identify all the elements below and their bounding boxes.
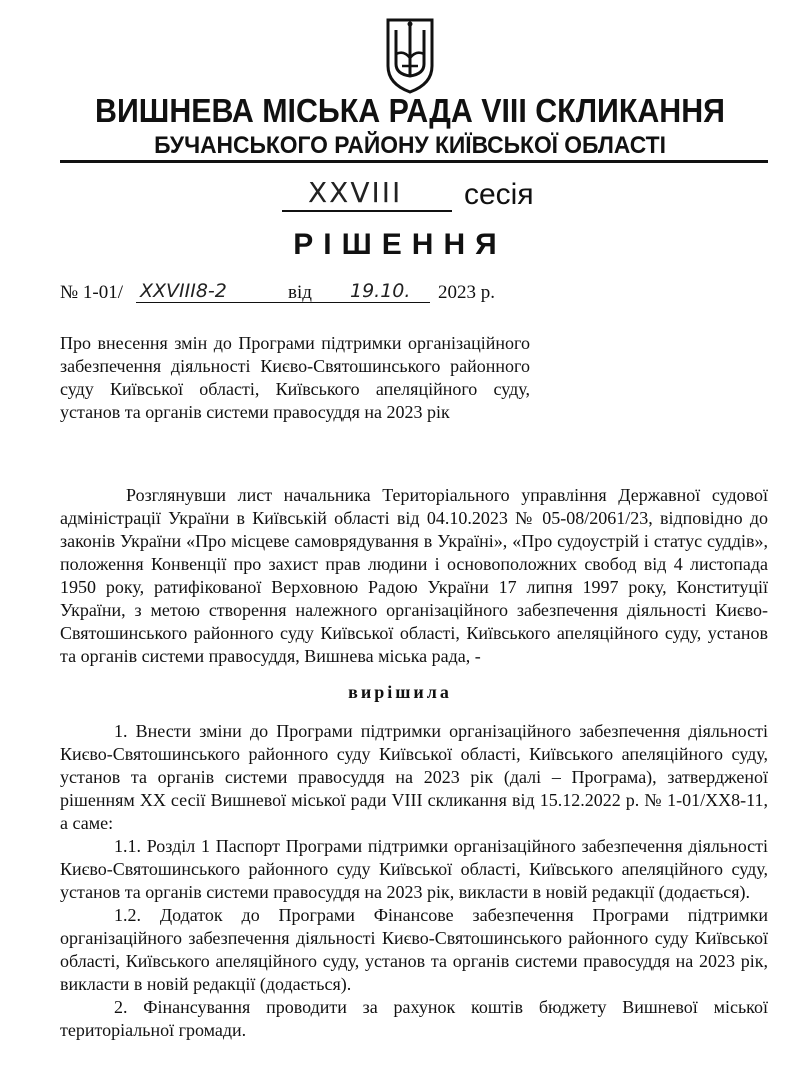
session-underline <box>282 210 452 212</box>
header-divider <box>60 160 768 163</box>
trident-emblem-icon <box>380 14 440 94</box>
decision-number-prefix: № 1-01/ <box>60 282 123 303</box>
decision-date-value: 19.10. <box>350 280 411 302</box>
item-1: 1. Внести зміни до Програми підтримки організаційного забезпечення діяльності Києво-Святошинського районного суду Київської області, Київського апеляційного суду, установ та органів системи правосуддя на 2023 рік (далі – Програма), затвердженої рішенням XX сесії Вишневої міської ради VIII скликання від 15.12.2022 р. № 1-01/XX8-11, а саме: <box>60 721 768 833</box>
council-name: ВИШНЕВА МІСЬКА РАДА VIII СКЛИКАННЯ <box>95 92 725 129</box>
decision-subject: Про внесення змін до Програми підтримки організаційного забезпечення діяльності Києво-Святошинського районного суду Київської області, Київського апеляційного суду, установ та органів системи правосуддя на 2023 рік <box>60 333 530 422</box>
date-prefix: від <box>288 282 312 303</box>
item-1-1: 1.1. Розділ 1 Паспорт Програми підтримки організаційного забезпечення діяльності Києво-Святошинського районного суду Київської області, Київського апеляційного суду, установ та органів системи правосуддя на 2023 рік, викласти в новій редакції (додається). <box>60 836 768 902</box>
session-line <box>270 176 570 216</box>
item-2: 2. Фінансування проводити за рахунок коштів бюджету Вишневої міської територіальної громади. <box>60 997 768 1040</box>
decision-number-line <box>60 282 580 312</box>
council-district: БУЧАНСЬКОГО РАЙОНУ КИЇВСЬКОЇ ОБЛАСТІ <box>154 132 666 159</box>
preamble-paragraph: Розглянувши лист начальника Територіального управління Державної судової адміністрації України в Київській області від 04.10.2023 № 05-08/2061/23, відповідно до законів України «Про місцеве самоврядування в Україні», «Про судоустрій і статус суддів», положення Конвенції про захист прав людини і основоположних свобод від 4 листопада 1950 року, ратифікованої Верховною Радою України 17 липня 1997 року, Конституції України, з метою створення належного організаційного забезпечення діяльності Києво-Святошинського районного суду Київської області, Київського апеляційного суду, установ та органів системи правосуддя, Вишнева міська рада, - <box>60 485 768 666</box>
session-word: сесія <box>464 178 534 211</box>
date-underline <box>316 302 430 303</box>
decision-title: РІШЕННЯ <box>293 228 507 261</box>
decision-number-value: XXVIII8-2 <box>140 280 227 302</box>
session-number: XXVIII <box>308 176 403 209</box>
item-1-2: 1.2. Додаток до Програми Фінансове забезпечення Програми підтримки організаційного забезпечення діяльності Києво-Святошинського районного суду Київської області, Київського апеляційного суду, установ та органів системи правосуддя на 2023 рік, викласти в новій редакції (додається). <box>60 905 768 994</box>
decision-items <box>60 720 768 1042</box>
decision-year: 2023 р. <box>438 282 495 303</box>
resolved-heading: вирішила <box>348 682 452 702</box>
